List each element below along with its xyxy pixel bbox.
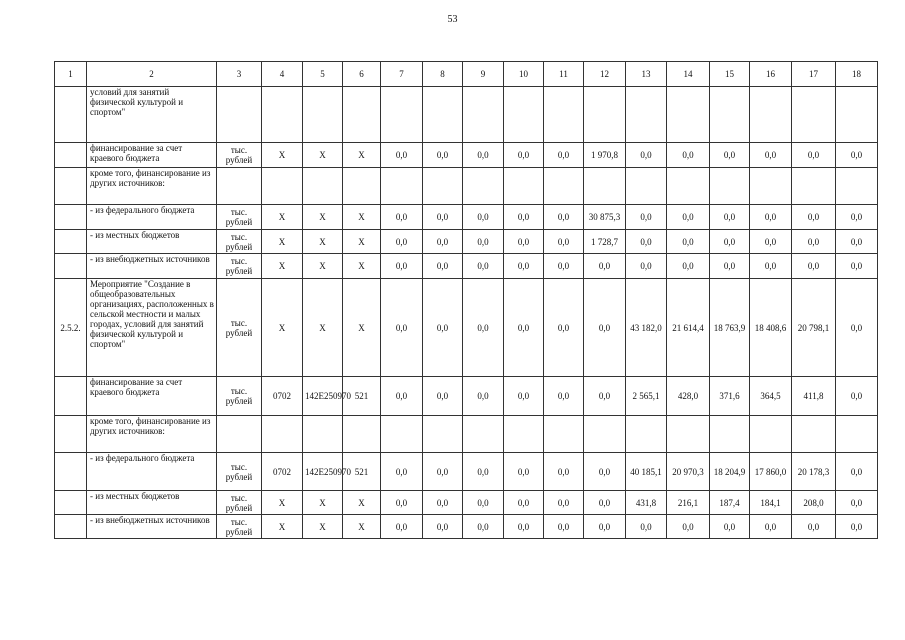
- table-cell-col-13: 2 565,1: [626, 377, 667, 416]
- table-cell-col-14: 0,0: [667, 515, 710, 539]
- table-cell-col-5: [303, 87, 343, 143]
- table-cell-col-13: 0,0: [626, 515, 667, 539]
- table-cell-col-1: [55, 491, 87, 515]
- table-cell-col-7: [381, 87, 423, 143]
- table-cell-col-12: 0,0: [584, 377, 626, 416]
- table-cell-col-3: тыс. рублей: [217, 205, 262, 230]
- table-cell-col-5: [303, 416, 343, 453]
- header-cell-10: 10: [504, 62, 544, 87]
- table-cell-col-8: 0,0: [423, 230, 463, 254]
- table-cell-col-5: 142E250970: [303, 453, 343, 491]
- table-cell-col-8: 0,0: [423, 377, 463, 416]
- table-cell-col-12: 1 970,8: [584, 143, 626, 168]
- table-cell-col-14: 0,0: [667, 254, 710, 279]
- table-cell-col-1: 2.5.2.: [55, 279, 87, 377]
- table-cell-col-4: [262, 416, 303, 453]
- table-cell-col-4: X: [262, 279, 303, 377]
- table-cell-col-7: [381, 416, 423, 453]
- table-cell-col-2: финансирование за счет краевого бюджета: [87, 143, 217, 168]
- table-cell-col-3: тыс. рублей: [217, 491, 262, 515]
- table-cell-col-12: [584, 87, 626, 143]
- header-cell-17: 17: [792, 62, 836, 87]
- table-cell-col-4: [262, 87, 303, 143]
- table-cell-col-7: 0,0: [381, 515, 423, 539]
- table-cell-col-9: 0,0: [463, 515, 504, 539]
- table-cell-col-5: X: [303, 205, 343, 230]
- table-cell-col-14: 20 970,3: [667, 453, 710, 491]
- table-cell-col-6: X: [343, 254, 381, 279]
- table-cell-col-9: 0,0: [463, 143, 504, 168]
- table-cell-col-17: 208,0: [792, 491, 836, 515]
- table-cell-col-18: [836, 416, 878, 453]
- table-cell-col-5: 142E250970: [303, 377, 343, 416]
- header-cell-3: 3: [217, 62, 262, 87]
- table-cell-col-8: 0,0: [423, 279, 463, 377]
- table-cell-col-1: [55, 453, 87, 491]
- table-cell-col-10: 0,0: [504, 254, 544, 279]
- table-cell-col-8: [423, 416, 463, 453]
- table-cell-col-12: [584, 416, 626, 453]
- table-cell-col-5: X: [303, 254, 343, 279]
- table-cell-col-10: [504, 416, 544, 453]
- table-row: [55, 143, 878, 168]
- table-row: [55, 230, 878, 254]
- table-row: [55, 279, 878, 377]
- table-cell-col-3: тыс. рублей: [217, 230, 262, 254]
- table-cell-col-12: [584, 168, 626, 205]
- table-cell-col-4: X: [262, 254, 303, 279]
- table-cell-col-18: 0,0: [836, 143, 878, 168]
- table-cell-col-13: 0,0: [626, 143, 667, 168]
- table-cell-col-11: 0,0: [544, 279, 584, 377]
- table-cell-col-16: 0,0: [750, 143, 792, 168]
- table-cell-col-9: [463, 416, 504, 453]
- table-cell-col-11: 0,0: [544, 254, 584, 279]
- table-cell-col-17: [792, 416, 836, 453]
- table-cell-col-15: 0,0: [710, 205, 750, 230]
- header-cell-6: 6: [343, 62, 381, 87]
- table-cell-col-17: 0,0: [792, 515, 836, 539]
- table-cell-col-10: [504, 168, 544, 205]
- table-row: [55, 416, 878, 453]
- table-cell-col-4: X: [262, 205, 303, 230]
- table-cell-col-14: [667, 416, 710, 453]
- table-cell-col-14: [667, 168, 710, 205]
- table-cell-col-17: 411,8: [792, 377, 836, 416]
- table-cell-col-11: 0,0: [544, 377, 584, 416]
- table-cell-col-8: 0,0: [423, 515, 463, 539]
- table-cell-col-18: 0,0: [836, 453, 878, 491]
- table-cell-col-15: [710, 87, 750, 143]
- table-cell-col-17: 0,0: [792, 205, 836, 230]
- table-cell-col-17: 20 178,3: [792, 453, 836, 491]
- table-cell-col-2: финансирование за счет краевого бюджета: [87, 377, 217, 416]
- table-cell-col-18: [836, 87, 878, 143]
- table-cell-col-5: X: [303, 515, 343, 539]
- table-cell-col-3: [217, 416, 262, 453]
- table-cell-col-12: 0,0: [584, 491, 626, 515]
- table-cell-col-10: 0,0: [504, 453, 544, 491]
- header-cell-13: 13: [626, 62, 667, 87]
- budget-table: [54, 61, 878, 539]
- table-cell-col-7: 0,0: [381, 230, 423, 254]
- table-cell-col-2: Мероприятие "Создание в общеобразовательных организациях, расположенных в сельской местности и малых городах, условий для занятий физической культурой и спортом": [87, 279, 217, 377]
- table-cell-col-7: 0,0: [381, 377, 423, 416]
- table-cell-col-7: 0,0: [381, 453, 423, 491]
- table-cell-col-1: [55, 230, 87, 254]
- table-cell-col-16: 0,0: [750, 254, 792, 279]
- table-cell-col-11: 0,0: [544, 491, 584, 515]
- table-cell-col-17: 0,0: [792, 230, 836, 254]
- table-cell-col-16: 17 860,0: [750, 453, 792, 491]
- table-cell-col-4: X: [262, 143, 303, 168]
- table-cell-col-10: 0,0: [504, 377, 544, 416]
- table-cell-col-12: 0,0: [584, 453, 626, 491]
- table-cell-col-6: X: [343, 491, 381, 515]
- table-cell-col-4: 0702: [262, 453, 303, 491]
- table-cell-col-5: X: [303, 230, 343, 254]
- header-cell-12: 12: [584, 62, 626, 87]
- table-cell-col-8: 0,0: [423, 143, 463, 168]
- table-cell-col-15: [710, 416, 750, 453]
- table-cell-col-2: кроме того, финансирование из других источников:: [87, 168, 217, 205]
- table-cell-col-7: 0,0: [381, 254, 423, 279]
- table-cell-col-9: 0,0: [463, 230, 504, 254]
- table-cell-col-15: 18 763,9: [710, 279, 750, 377]
- table-cell-col-11: 0,0: [544, 205, 584, 230]
- table-cell-col-6: X: [343, 205, 381, 230]
- table-cell-col-7: [381, 168, 423, 205]
- table-cell-col-1: [55, 416, 87, 453]
- table-row: [55, 87, 878, 143]
- table-cell-col-1: [55, 515, 87, 539]
- header-cell-16: 16: [750, 62, 792, 87]
- table-cell-col-6: [343, 87, 381, 143]
- header-cell-11: 11: [544, 62, 584, 87]
- table-row: [55, 168, 878, 205]
- table-cell-col-16: [750, 168, 792, 205]
- table-cell-col-2: - из местных бюджетов: [87, 491, 217, 515]
- table-cell-col-2: условий для занятий физической культурой и спортом": [87, 87, 217, 143]
- table-cell-col-16: 18 408,6: [750, 279, 792, 377]
- table-cell-col-8: 0,0: [423, 491, 463, 515]
- table-cell-col-17: 20 798,1: [792, 279, 836, 377]
- table-cell-col-3: тыс. рублей: [217, 453, 262, 491]
- table-cell-col-17: 0,0: [792, 143, 836, 168]
- table-row: [55, 254, 878, 279]
- table-cell-col-18: 0,0: [836, 205, 878, 230]
- table-cell-col-4: X: [262, 230, 303, 254]
- table-cell-col-2: - из внебюджетных источников: [87, 515, 217, 539]
- table-cell-col-9: 0,0: [463, 453, 504, 491]
- table-cell-col-15: 0,0: [710, 230, 750, 254]
- table-cell-col-10: 0,0: [504, 230, 544, 254]
- table-row: [55, 205, 878, 230]
- table-cell-col-10: 0,0: [504, 491, 544, 515]
- table-cell-col-18: 0,0: [836, 377, 878, 416]
- table-cell-col-8: 0,0: [423, 254, 463, 279]
- table-cell-col-6: 521: [343, 453, 381, 491]
- table-cell-col-3: тыс. рублей: [217, 254, 262, 279]
- table-cell-col-10: 0,0: [504, 279, 544, 377]
- header-cell-15: 15: [710, 62, 750, 87]
- table-cell-col-1: [55, 205, 87, 230]
- table-cell-col-14: 21 614,4: [667, 279, 710, 377]
- header-cell-8: 8: [423, 62, 463, 87]
- table-cell-col-8: [423, 168, 463, 205]
- header-cell-1: 1: [55, 62, 87, 87]
- table-row: [55, 491, 878, 515]
- table-cell-col-18: 0,0: [836, 515, 878, 539]
- table-cell-col-7: 0,0: [381, 279, 423, 377]
- table-cell-col-1: [55, 87, 87, 143]
- table-cell-col-7: 0,0: [381, 491, 423, 515]
- header-cell-18: 18: [836, 62, 878, 87]
- table-cell-col-8: [423, 87, 463, 143]
- table-cell-col-9: 0,0: [463, 491, 504, 515]
- table-cell-col-10: 0,0: [504, 205, 544, 230]
- table-cell-col-2: - из федерального бюджета: [87, 453, 217, 491]
- table-cell-col-2: кроме того, финансирование из других источников:: [87, 416, 217, 453]
- table-cell-col-2: - из федерального бюджета: [87, 205, 217, 230]
- table-cell-col-12: 30 875,3: [584, 205, 626, 230]
- table-cell-col-13: 43 182,0: [626, 279, 667, 377]
- table-cell-col-9: 0,0: [463, 254, 504, 279]
- table-cell-col-11: 0,0: [544, 143, 584, 168]
- table-cell-col-11: 0,0: [544, 453, 584, 491]
- table-cell-col-5: X: [303, 143, 343, 168]
- table-cell-col-12: 0,0: [584, 279, 626, 377]
- table-cell-col-16: 0,0: [750, 205, 792, 230]
- table-cell-col-3: тыс. рублей: [217, 515, 262, 539]
- table-cell-col-15: 187,4: [710, 491, 750, 515]
- table-cell-col-11: 0,0: [544, 515, 584, 539]
- table-cell-col-5: X: [303, 491, 343, 515]
- table-cell-col-6: X: [343, 279, 381, 377]
- table-cell-col-13: 0,0: [626, 230, 667, 254]
- table-cell-col-14: 428,0: [667, 377, 710, 416]
- table-row: [55, 453, 878, 491]
- table-cell-col-3: [217, 168, 262, 205]
- header-cell-14: 14: [667, 62, 710, 87]
- table-cell-col-14: 216,1: [667, 491, 710, 515]
- table-cell-col-16: 184,1: [750, 491, 792, 515]
- table-cell-col-18: [836, 168, 878, 205]
- page-number: 53: [447, 14, 458, 25]
- table-cell-col-13: 0,0: [626, 254, 667, 279]
- table-cell-col-1: [55, 254, 87, 279]
- table-cell-col-13: [626, 416, 667, 453]
- header-cell-5: 5: [303, 62, 343, 87]
- table-cell-col-1: [55, 168, 87, 205]
- table-cell-col-1: [55, 377, 87, 416]
- table-cell-col-3: [217, 87, 262, 143]
- table-cell-col-9: [463, 87, 504, 143]
- table-cell-col-18: 0,0: [836, 491, 878, 515]
- table-cell-col-10: [504, 87, 544, 143]
- header-cell-9: 9: [463, 62, 504, 87]
- table-cell-col-16: [750, 87, 792, 143]
- header-cell-2: 2: [87, 62, 217, 87]
- table-cell-col-10: 0,0: [504, 143, 544, 168]
- table-cell-col-3: тыс. рублей: [217, 279, 262, 377]
- table-cell-col-2: - из внебюджетных источников: [87, 254, 217, 279]
- table-cell-col-4: [262, 168, 303, 205]
- table-cell-col-1: [55, 143, 87, 168]
- table-cell-col-18: 0,0: [836, 254, 878, 279]
- table-cell-col-14: [667, 87, 710, 143]
- table-cell-col-16: 0,0: [750, 515, 792, 539]
- table-cell-col-17: [792, 168, 836, 205]
- table-cell-col-10: 0,0: [504, 515, 544, 539]
- table-cell-col-4: X: [262, 491, 303, 515]
- table-cell-col-6: [343, 168, 381, 205]
- table-cell-col-9: 0,0: [463, 205, 504, 230]
- header-cell-7: 7: [381, 62, 423, 87]
- table-cell-col-15: 371,6: [710, 377, 750, 416]
- table-cell-col-17: 0,0: [792, 254, 836, 279]
- header-row: [55, 62, 878, 87]
- table-cell-col-4: X: [262, 515, 303, 539]
- table-cell-col-13: 0,0: [626, 205, 667, 230]
- table-cell-col-15: 0,0: [710, 515, 750, 539]
- table-cell-col-15: [710, 168, 750, 205]
- table-cell-col-7: 0,0: [381, 143, 423, 168]
- table-cell-col-6: 521: [343, 377, 381, 416]
- table-row: [55, 515, 878, 539]
- table-cell-col-9: 0,0: [463, 377, 504, 416]
- table-cell-col-15: 0,0: [710, 254, 750, 279]
- table-cell-col-14: 0,0: [667, 143, 710, 168]
- table-cell-col-13: 431,8: [626, 491, 667, 515]
- table-cell-col-11: 0,0: [544, 230, 584, 254]
- table-cell-col-6: X: [343, 230, 381, 254]
- table-cell-col-6: X: [343, 143, 381, 168]
- table-cell-col-11: [544, 87, 584, 143]
- table-cell-col-5: [303, 168, 343, 205]
- table-cell-col-4: 0702: [262, 377, 303, 416]
- table-cell-col-8: 0,0: [423, 453, 463, 491]
- table-cell-col-11: [544, 168, 584, 205]
- table-cell-col-15: 0,0: [710, 143, 750, 168]
- table-row: [55, 377, 878, 416]
- table-cell-col-14: 0,0: [667, 230, 710, 254]
- table-cell-col-17: [792, 87, 836, 143]
- table-cell-col-3: тыс. рублей: [217, 143, 262, 168]
- table-cell-col-13: [626, 168, 667, 205]
- table-cell-col-13: [626, 87, 667, 143]
- table-cell-col-7: 0,0: [381, 205, 423, 230]
- table-cell-col-16: [750, 416, 792, 453]
- table-cell-col-15: 18 204,9: [710, 453, 750, 491]
- table-cell-col-18: 0,0: [836, 230, 878, 254]
- header-cell-4: 4: [262, 62, 303, 87]
- table-cell-col-16: 364,5: [750, 377, 792, 416]
- table-cell-col-12: 0,0: [584, 254, 626, 279]
- table-cell-col-18: 0,0: [836, 279, 878, 377]
- table-cell-col-12: 1 728,7: [584, 230, 626, 254]
- table-cell-col-5: X: [303, 279, 343, 377]
- table-cell-col-9: [463, 168, 504, 205]
- table-cell-col-3: тыс. рублей: [217, 377, 262, 416]
- table-cell-col-6: X: [343, 515, 381, 539]
- table-cell-col-16: 0,0: [750, 230, 792, 254]
- table-cell-col-12: 0,0: [584, 515, 626, 539]
- table-cell-col-9: 0,0: [463, 279, 504, 377]
- table-cell-col-11: [544, 416, 584, 453]
- table-cell-col-13: 40 185,1: [626, 453, 667, 491]
- table-cell-col-2: - из местных бюджетов: [87, 230, 217, 254]
- table-cell-col-6: [343, 416, 381, 453]
- table-cell-col-14: 0,0: [667, 205, 710, 230]
- table-cell-col-8: 0,0: [423, 205, 463, 230]
